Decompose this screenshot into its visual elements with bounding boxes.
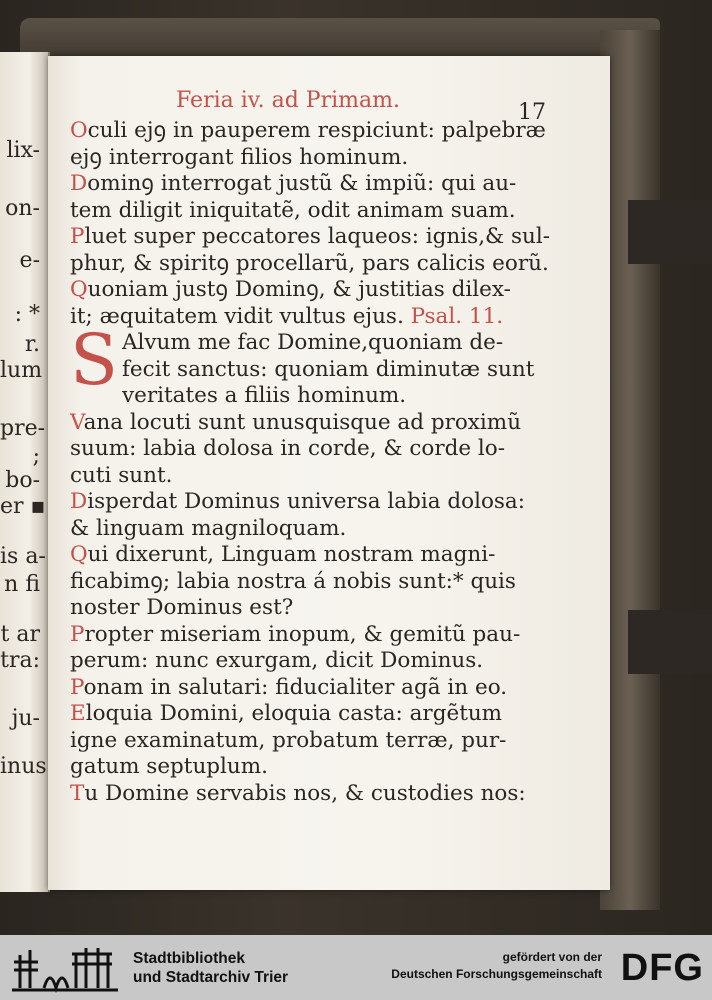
text-line — [70, 118, 570, 145]
text-line — [122, 330, 570, 357]
left-page-fragment: tra: — [0, 648, 40, 673]
left-page-fragment: t ar — [0, 622, 40, 647]
left-page-fragment: is a- — [0, 544, 46, 569]
text-line — [70, 648, 570, 675]
rubric-initial: D — [70, 171, 88, 196]
rubric-initial: P — [70, 224, 85, 249]
text-line — [70, 410, 570, 437]
text-line — [70, 595, 570, 622]
decorated-initial: S — [70, 319, 118, 401]
page-header: Feria iv. ad Primam. — [176, 88, 400, 113]
left-page-fragment: ; — [32, 444, 40, 469]
line-text: ominꝯ interrogat justũ & impiũ: qui au- — [87, 171, 517, 196]
rubric-initial: V — [70, 409, 84, 435]
right-page — [48, 56, 610, 890]
text-line — [122, 383, 570, 410]
rubric-initial: E — [70, 701, 86, 726]
rubric-initial: T — [70, 780, 85, 806]
text-line — [70, 781, 570, 808]
rubric-initial: Q — [70, 542, 88, 567]
text-line — [70, 145, 570, 172]
left-page-fragment: e- — [19, 248, 40, 273]
library-name — [133, 949, 288, 987]
left-page-fragment: pre- — [0, 416, 46, 441]
left-page — [0, 52, 50, 892]
text-line — [70, 728, 570, 755]
text-line — [70, 675, 570, 702]
left-page-fragment: lix- — [6, 138, 40, 163]
line-text: noster Dominus est? — [70, 595, 294, 620]
line-text: onam in salutari: fiducialiter agã in eo. — [83, 674, 508, 700]
rubric-initial: Q — [70, 277, 88, 302]
funding-note — [391, 949, 602, 983]
text-line — [70, 569, 570, 596]
line-text: perum: nunc exurgam, dicit Dominus. — [70, 648, 484, 673]
text-line — [70, 463, 570, 490]
text-line — [70, 542, 570, 569]
left-page-fragment: inus — [0, 754, 47, 779]
text-line — [70, 701, 570, 728]
text-line — [70, 516, 570, 543]
page-text — [70, 118, 570, 807]
text-line — [70, 304, 570, 331]
dfg-logo: DFG — [620, 947, 704, 989]
text-line — [122, 357, 570, 384]
library-line-2: und Stadtarchiv Trier — [133, 969, 289, 986]
text-line — [70, 198, 570, 225]
text-line — [70, 622, 570, 649]
line-text: veritates a filiis hominum. — [121, 383, 407, 408]
text-line — [70, 277, 570, 304]
line-text: Alvum me fac Domine,quoniam de- — [121, 330, 504, 355]
text-line — [70, 489, 570, 516]
left-page-fragment: n fi — [4, 572, 40, 597]
line-text: gatum septuplum. — [70, 754, 269, 779]
line-text: fecit sanctus: quoniam diminutæ sunt — [121, 356, 535, 382]
left-page-fragment: r. — [24, 332, 40, 357]
rubric-initial: D — [70, 489, 88, 514]
line-text: culi ejꝯ in pauperem respiciunt: palpebræ — [87, 118, 546, 143]
line-text: loquia Domini, eloquia casta: argẽtum — [85, 701, 503, 726]
left-page-fragment: on- — [5, 196, 40, 221]
rubric-initial: P — [70, 674, 84, 700]
left-page-fragment: bo- — [5, 468, 40, 493]
rubric-initial: O — [70, 118, 88, 143]
text-line — [70, 171, 570, 198]
left-page-fragment: : * — [14, 302, 40, 327]
stadtbibliothek-logo-icon — [10, 940, 122, 995]
line-text: uoniam justꝯ Dominꝯ, & justitias dilex- — [87, 277, 511, 302]
psalm-reference: Psal. 11. — [403, 303, 504, 329]
page-number: 17 — [518, 100, 546, 125]
left-page-fragment: ju- — [11, 706, 40, 731]
left-page-fragment: er ▪ — [0, 494, 46, 519]
line-text: luet super peccatores laqueos: ignis,& sul- — [84, 224, 551, 249]
text-line — [70, 251, 570, 278]
line-text: it; æquitatem vidit vultus ejus. — [70, 303, 404, 329]
library-line-1: Stadtbibliothek — [133, 950, 245, 967]
text-line — [70, 224, 570, 251]
line-text: ui dixerunt, Linguam nostram magni- — [87, 542, 496, 567]
line-text: & linguam magniloquam. — [70, 515, 347, 541]
footer-bar — [0, 935, 712, 1000]
funding-line-1: gefördert von der — [502, 950, 602, 964]
line-text: cuti sunt. — [70, 462, 173, 488]
book-clasp — [628, 200, 712, 264]
line-text: ropter miseriam inopum, & gemitũ pau- — [84, 621, 521, 647]
line-text: u Domine servabis nos, & custodies nos: — [84, 780, 526, 806]
rubric-initial: P — [70, 621, 85, 647]
text-line — [70, 754, 570, 781]
book-clasp — [628, 610, 712, 674]
funding-line-2: Deutschen Forschungsgemeinschaft — [391, 967, 602, 981]
text-line — [70, 436, 570, 463]
line-text: ficabimꝯ; labia nostra á nobis sunt:* quis — [70, 568, 516, 594]
line-text: ana locuti sunt unusquisque ad proximũ — [83, 409, 522, 435]
line-text: isperdat Dominus universa labia dolosa: — [87, 489, 525, 514]
line-text: ejꝯ interrogant filios hominum. — [70, 144, 409, 170]
line-text: suum: labia dolosa in corde, & corde lo- — [70, 436, 506, 461]
line-text: igne examinatum, probatum terræ, pur- — [70, 727, 507, 753]
left-page-fragment: lum — [0, 358, 43, 383]
line-text: phur, & spiritꝯ procellarũ, pars calicis eorũ. — [70, 250, 549, 276]
line-text: tem diligit iniquitatẽ, odit animam suam. — [70, 197, 516, 223]
